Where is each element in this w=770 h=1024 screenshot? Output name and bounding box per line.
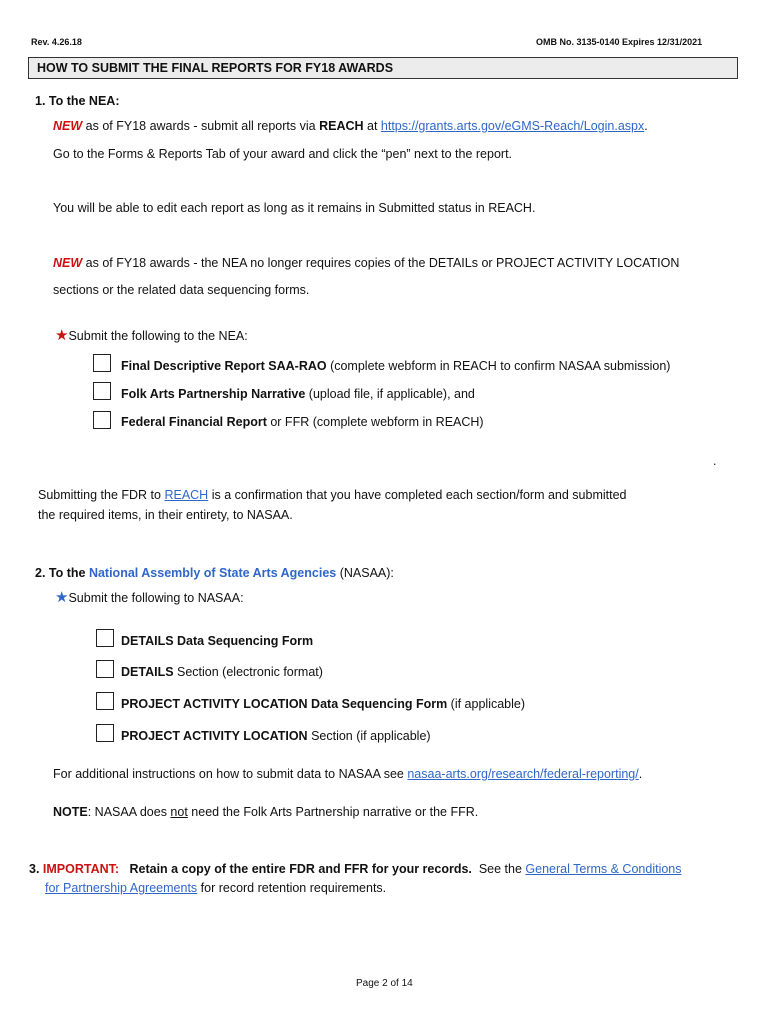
checkbox-federal-financial-report[interactable]: [93, 411, 111, 429]
nasaa-item-4-bold: PROJECT ACTIVITY LOCATION: [121, 729, 308, 743]
important-see: See the: [471, 862, 526, 876]
note-not: not: [170, 805, 188, 819]
nea-item-2-rest: (upload file, if applicable), and: [305, 387, 475, 401]
fdr-line-2: the required items, in their entirety, to NASAA.: [38, 508, 293, 522]
blue-star-icon: ★: [55, 589, 69, 606]
checkbox-details-section[interactable]: [96, 660, 114, 678]
nasaa-item-1-bold: DETAILS Data Sequencing Form: [121, 634, 314, 648]
important-line-2: [45, 880, 386, 896]
nea-item-1-rest: (complete webform in REACH to confirm NASAA submission): [326, 359, 671, 373]
nasaa-submit-label: [55, 590, 244, 606]
nasaa-item-2: [121, 664, 323, 680]
nea-submit-text: Submit the following to the NEA:: [68, 329, 248, 343]
new-badge-2: NEW: [53, 256, 83, 270]
note-text-b: need the Folk Arts Partnership narrative or the FFR.: [187, 805, 479, 819]
nea-line-4-text: as of FY18 awards - the NEA no longer requires copies of the DETAILs or PROJECT ACTIVITY LOCATION: [82, 256, 680, 270]
important-bold-text: Retain a copy of the entire FDR and FFR for your records.: [119, 862, 472, 876]
nea-item-3-rest: or FFR (complete webform in REACH): [266, 415, 484, 429]
omb-label: OMB No. 3135-0140 Expires 12/31/2021: [536, 37, 703, 47]
revision-label: Rev. 4.26.18: [31, 37, 82, 47]
nasaa-item-2-bold: DETAILS: [121, 665, 174, 679]
checkbox-pal-sequencing-form[interactable]: [96, 692, 114, 710]
page-title: HOW TO SUBMIT THE FINAL REPORTS FOR FY18 AWARDS: [28, 57, 738, 79]
nasaa-item-3-rest: (if applicable): [447, 697, 526, 711]
reach-link[interactable]: REACH: [164, 488, 209, 502]
section-heading-nea: 1. To the NEA:: [35, 94, 120, 108]
new-badge-1: NEW: [53, 119, 83, 133]
nea-item-3: [121, 414, 484, 430]
nea-item-1: [121, 358, 670, 374]
nasaa-instructions-text: For additional instructions on how to submit data to NASAA see: [53, 767, 408, 781]
partnership-agreements-link[interactable]: for Partnership Agreements: [45, 881, 198, 895]
checkbox-pal-section[interactable]: [96, 724, 114, 742]
nea-line-2: Go to the Forms & Reports Tab of your award and click the “pen” next to the report.: [53, 147, 513, 161]
nea-line-1-end: .: [644, 119, 648, 133]
important-num: 3.: [29, 862, 43, 876]
note-text-a: : NASAA does: [87, 805, 171, 819]
nasaa-submit-text: Submit the following to NASAA:: [68, 591, 244, 605]
nasaa-item-3-bold: PROJECT ACTIVITY LOCATION Data Sequencing Form: [121, 697, 448, 711]
nea-item-2: [121, 386, 475, 402]
important-rest: for record retention requirements.: [197, 881, 387, 895]
page-number: Page 2 of 14: [356, 978, 413, 989]
nasaa-instructions-end: .: [638, 767, 643, 781]
nasaa-heading-b: (NASAA):: [336, 566, 394, 580]
nea-line-1-at: at: [363, 119, 381, 133]
fdr-line-1: [38, 487, 627, 503]
fdr-line-1-a: Submitting the FDR to: [38, 488, 165, 502]
nasaa-note: [53, 804, 478, 820]
nasaa-item-2-rest: Section (electronic format): [173, 665, 323, 679]
nasaa-item-4-rest: Section (if applicable): [307, 729, 431, 743]
section-heading-nasaa: [35, 565, 394, 581]
reach-label: REACH: [319, 119, 364, 133]
nea-item-1-bold: Final Descriptive Report SAA-RAO: [121, 359, 327, 373]
fdr-line-1-b: is a confirmation that you have completed each section/form and submitted: [208, 488, 627, 502]
note-label: NOTE: [53, 805, 88, 819]
nea-line-4: [53, 255, 679, 271]
nea-line-1: [53, 118, 648, 134]
nea-submit-label: [55, 328, 248, 344]
checkbox-folk-arts-narrative[interactable]: [93, 382, 111, 400]
nea-line-1-text: as of FY18 awards - submit all reports via: [82, 119, 320, 133]
important-label: IMPORTANT:: [42, 862, 120, 876]
checkbox-final-descriptive-report[interactable]: [93, 354, 111, 372]
nasaa-link[interactable]: National Assembly of State Arts Agencies: [88, 566, 337, 580]
nasaa-item-1: [121, 633, 313, 649]
nea-item-3-bold: Federal Financial Report: [121, 415, 267, 429]
nea-line-3: You will be able to edit each report as long as it remains in Submitted status in REACH.: [53, 201, 536, 215]
reach-login-link[interactable]: https://grants.arts.gov/eGMS-Reach/Login.aspx: [380, 119, 645, 133]
checkbox-details-sequencing-form[interactable]: [96, 629, 114, 647]
red-star-icon: ★: [55, 327, 69, 344]
nea-item-2-bold: Folk Arts Partnership Narrative: [121, 387, 306, 401]
nasaa-heading-a: 2. To the: [35, 566, 89, 580]
nasaa-item-4: [121, 728, 431, 744]
nea-line-5: sections or the related data sequencing forms.: [53, 283, 310, 297]
nasaa-instructions: [53, 766, 642, 782]
nasaa-item-3: [121, 696, 525, 712]
stray-dot: .: [713, 454, 717, 468]
important-line-1: [29, 861, 682, 877]
general-terms-link[interactable]: General Terms & Conditions: [525, 862, 682, 876]
federal-reporting-link[interactable]: nasaa-arts.org/research/federal-reporting/: [407, 767, 639, 781]
